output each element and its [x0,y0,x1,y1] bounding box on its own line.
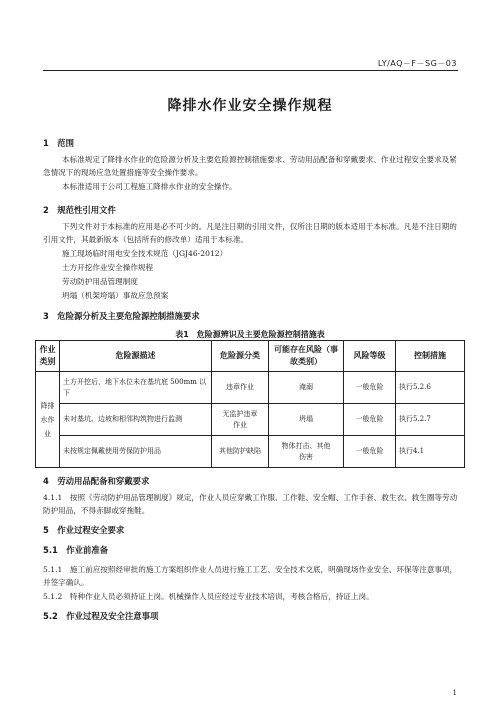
description-cell: 土方开挖后，地下水位未在基坑底 500mm 以下 [60,372,212,404]
page-number: 1 [452,689,457,697]
paragraph-5-1-1: 5.1.1 施工前应按照经审批的施工方案组织作业人员进行施工工艺、安全技术交底，明确现场作业安全、环保等注意事项，并签字确认。 [43,565,458,587]
section-5-heading: 5 作业过程安全要求 [43,525,125,535]
document-code: LY/AQ－F－SG－03 [377,59,457,68]
reference-item: 土方开挖作业安全操作规程 [62,263,154,272]
classification-cell: 违章作业 [212,372,269,404]
control-cell: 执行4.1 [396,436,465,468]
risk-cell: 淹溺 [269,372,344,404]
section-4-paragraph-1: 4.1.1 按照《劳动防护用品管理制度》规定，作业人员应穿戴工作服、工作鞋、安全帽、工作手套、救生衣、救生圈等劳动防护用品，不得赤脚或穿拖鞋。 [43,493,458,515]
column-header-risk: 可能存在风险（事故类别） [269,341,344,372]
risk-cell: 物体打击、其他伤害 [269,436,344,468]
classification-cell: 其他防护缺陷 [212,436,269,468]
subsection-5-2-heading: 5.2 作业过程及安全注意事项 [43,611,159,621]
risk-cell: 坍塌 [269,404,344,436]
hazard-table [35,340,465,468]
level-cell: 一般危险 [344,436,396,468]
table-caption: 表1 危险源辨识及主要危险源控制措施表 [175,330,325,339]
document-title: 降排水作业安全操作规程 [167,98,333,114]
reference-item: 施工现场临时用电安全技术规范（JGJ46-2012） [62,249,228,258]
column-header-control: 控制措施 [396,341,465,372]
section-2-heading: 2 规范性引用文件 [43,205,116,215]
column-header-level: 风险等级 [344,341,396,372]
section-1-paragraph-1: 本标准规定了降排水作业的危险源分析及主要危险源控制措施要求、劳动用品配备和穿戴要求、作业过程安全要求及紧急情况下的现场应急处置措施等安全操作要求。 [43,155,457,177]
table-row [36,436,465,468]
section-1-paragraph-2: 本标准适用于公司工程施工降排水作业的安全操作。 [62,182,237,191]
section-4-heading: 4 劳动用品配备和穿戴要求 [43,476,150,486]
table-row [36,372,465,404]
control-cell: 执行5.2.6 [396,372,465,404]
section-3-heading: 3 危险源分析及主要危险源控制措施要求 [43,311,200,321]
section-1-heading: 1 范围 [43,138,74,148]
category-cell: 降排水作业 [36,372,60,468]
description-cell: 未对基坑、边坡和相邻构筑物进行监测 [60,404,212,436]
column-header-classification: 危险源分类 [212,341,269,372]
subsection-5-1-heading: 5.1 作业前准备 [43,545,109,555]
column-header-category: 作业类别 [36,341,60,372]
description-cell: 未按规定佩戴使用劳保防护用品 [60,436,212,468]
table-row [36,404,465,436]
control-cell: 执行5.2.7 [396,404,465,436]
section-2-paragraph-1: 下列文件对于本标准的应用是必不可少的。凡是注日期的引用文件，仅所注日期的版本适用于本标准。凡是不注日期的引用文件，其最新版本（包括所有的修改单）适用于本标准。 [43,222,457,244]
table-header-row [36,341,465,372]
header-rule [43,70,458,71]
column-header-description: 危险源描述 [60,341,212,372]
reference-item: 劳动防护用品管理制度 [62,277,138,286]
level-cell: 一般危险 [344,404,396,436]
level-cell: 一般危险 [344,372,396,404]
reference-item: 坍塌（机架垮塌）事故应急预案 [62,291,169,300]
classification-cell: 无监护违章作业 [212,404,269,436]
paragraph-5-1-2: 5.1.2 特种作业人员必须持证上岗。机械操作人员应经过专业技术培训，考核合格后，持证上岗。 [43,592,374,601]
